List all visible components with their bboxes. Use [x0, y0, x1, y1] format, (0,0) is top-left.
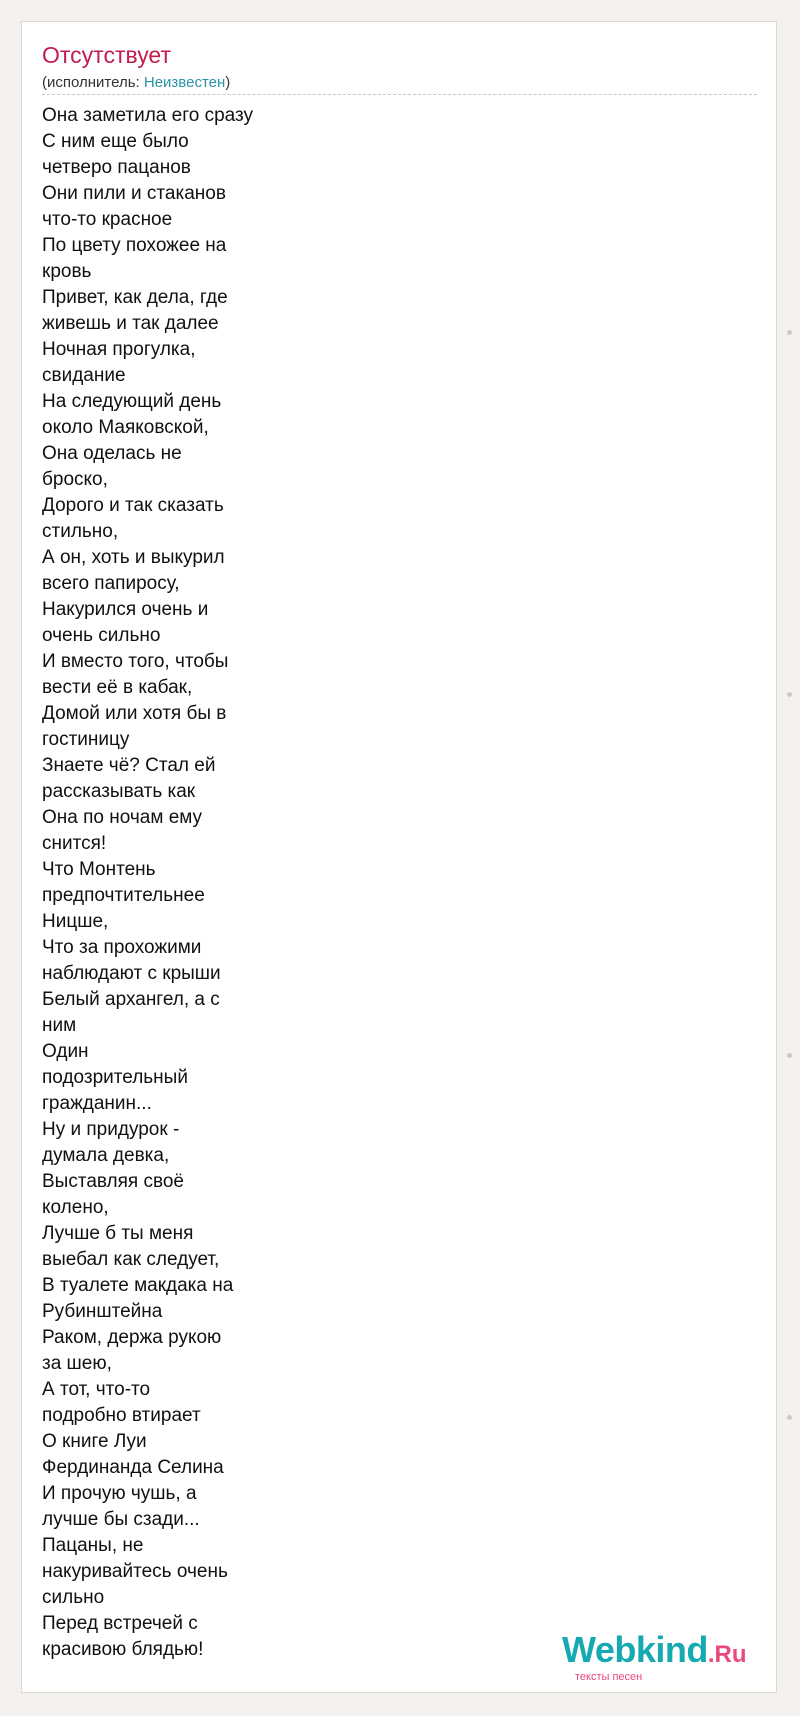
logo-tld-text: .Ru: [707, 1641, 747, 1668]
logo-main-text: Webkind: [562, 1629, 708, 1670]
song-title: Отсутствует: [42, 42, 171, 68]
scroll-dot-icon: [787, 330, 792, 335]
artist-line: [42, 74, 230, 91]
artist-prefix: (исполнитель:: [42, 74, 144, 91]
scroll-dot-icon: [787, 1053, 792, 1058]
lyrics-card: [21, 21, 777, 1693]
artist-suffix: ): [225, 74, 231, 91]
site-logo[interactable]: [562, 1629, 747, 1670]
artist-link[interactable]: Неизвестен: [143, 74, 226, 91]
scroll-dot-icon: [787, 692, 792, 697]
logo-tagline: тексты песен: [575, 1671, 643, 1683]
divider: [42, 94, 757, 95]
scroll-dot-icon: [787, 1415, 792, 1420]
lyrics-text: Она заметила его сразу С ним еще было четверо пацанов Они пили и стаканов что-то красное По цвету похожее на кровь Привет, как дела, где живешь и так далее Ночная прогулка, свидание На следующий день около Маяковской, Она оделась не броско, Дорого и так сказать стильно, А он, хоть и выкурил всего папиросу, Накурился очень и очень сильно И вместо того, чтобы вести её в кабак, Домой или хотя бы в гостиницу Знаете чё? Стал ей рассказывать как Она по ночам ему снится! Что Монтень предпочтительнее Ницше, Что за прохожими наблюдают с крыши Белый архангел, а с ним Один подозрительный гражданин... Ну и придурок - думала девка, Выставляя своё колено, Лучше б ты меня выебал как следует, В туалете макдака на Рубинштейна Раком, держа рукою за шею, А тот, что-то подробно втирает О книге Луи Фердинанда Селина И прочую чушь, а лучше бы сзади... Пацаны, не накуривайтесь очень сильно Перед встречей с красивою блядью!: [42, 105, 253, 1660]
